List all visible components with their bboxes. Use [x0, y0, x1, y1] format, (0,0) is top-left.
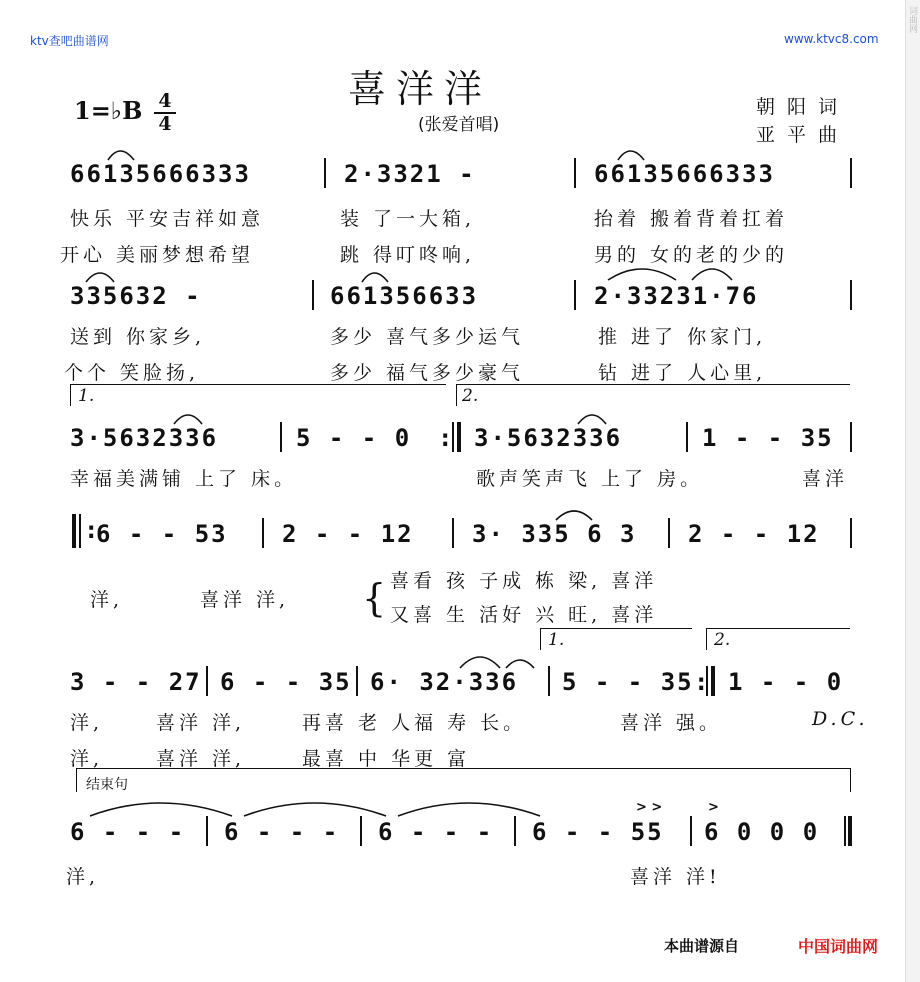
row4-lyric2: 又喜 生 活好 兴 旺, 喜洋 — [390, 604, 658, 626]
volta-4-label: 2. — [714, 630, 731, 650]
row3-measure1-notes: 3·5632336 — [70, 424, 219, 452]
row1-lyric2-a: 开心 美丽梦想希望 — [60, 244, 255, 266]
row1-lyric2-c: 男的 女的老的少的 — [594, 244, 789, 266]
row1-lyric1-c: 抬着 搬着背着扛着 — [594, 208, 789, 230]
dc-marking: D.C. — [812, 708, 869, 730]
key-signature: 1=♭B — [74, 96, 143, 125]
row6-measure5-notes: 6 0 0 0 — [704, 818, 820, 846]
song-title: 喜洋洋 — [348, 67, 493, 111]
row2-measure1-notes: 335632 - — [70, 282, 202, 310]
row1-measure3-notes: 66135666333 — [594, 160, 775, 188]
row6-measure3-notes: 6 - - - — [378, 818, 494, 846]
row1-measure2-notes: 2·3321 - — [344, 160, 476, 188]
row3-measure3-notes: 3·5632336 — [474, 424, 623, 452]
row1-lyric1-a: 快乐 平安吉祥如意 — [70, 208, 265, 230]
source-label: 本曲谱源自 — [664, 937, 740, 955]
row2-measure2-notes: 661356633 — [330, 282, 479, 310]
song-subtitle: (张爱首唱) — [418, 115, 500, 135]
coda-label: 结束句 — [86, 777, 128, 793]
row4-lyric1: 喜看 孩 子成 栋 梁, 喜洋 — [390, 570, 658, 592]
row5-measure5-notes: 1 - - 0 — [728, 668, 844, 696]
row4-measure4-notes: 2 - - 12 — [688, 520, 820, 548]
row2-lyric1-b: 多少 喜气多少运气 — [330, 326, 525, 348]
time-signature — [154, 92, 176, 134]
time-signature-top: 4 — [158, 90, 172, 112]
source-site-link[interactable]: 中国词曲网 — [798, 937, 879, 956]
row3-measure4-notes: 1 - - 35 — [702, 424, 834, 452]
accent-mark-1: > > — [636, 800, 663, 815]
row5-lyric1-b: 喜洋 洋, — [156, 712, 246, 734]
row4-measure2-notes: 2 - - 12 — [282, 520, 414, 548]
row2-measure3-notes: 2·33231·76 — [594, 282, 759, 310]
row6-measure2-notes: 6 - - - — [224, 818, 340, 846]
site-link-right[interactable]: www.ktvc8.com — [784, 32, 879, 46]
row5-measure1-notes: 3 - - 27 — [70, 668, 202, 696]
row2-lyric1-a: 送到 你家乡, — [70, 326, 206, 348]
row1-measure1-notes: 66135666333 — [70, 160, 251, 188]
row6-measure1-notes: 6 - - - — [70, 818, 186, 846]
row2-lyric2-c: 钻 进了 人心里, — [598, 362, 767, 384]
row6-lyric-b: 喜洋 洋! — [630, 866, 721, 888]
site-link-left[interactable]: ktv查吧曲谱网 — [30, 34, 109, 48]
side-watermark: 词曲网 — [907, 6, 917, 33]
row3-lyric-c: 喜洋 — [802, 468, 849, 490]
composer-credit: 亚平曲 — [756, 124, 850, 146]
row3-lyric-b: 歌声笑声飞 上了 房。 — [476, 468, 704, 490]
side-watermark-strip — [905, 0, 920, 982]
row2-lyric2-b: 多少 福气多少豪气 — [330, 362, 525, 384]
row1-lyric1-b: 装 了一大箱, — [340, 208, 476, 230]
row4-measure1-notes: 6 - - 53 — [96, 520, 228, 548]
row5-measure3-notes: 6· 32·336 — [370, 668, 519, 696]
row6-lyric-a: 洋, — [66, 866, 100, 888]
row5-measure2-notes: 6 - - 35 — [220, 668, 352, 696]
repeat-end-dots: : — [438, 424, 455, 452]
row3-measure2-notes: 5 - - 0 — [296, 424, 412, 452]
row1-lyric2-b: 跳 得叮咚响, — [340, 244, 476, 266]
row5-lyric2-c: 最喜 中 华更 富 — [302, 748, 471, 770]
row4-measure3-notes: 3· 335 6 3 — [472, 520, 637, 548]
row2-lyric2-a: 个个 笑脸扬, — [64, 362, 200, 384]
row2-lyric1-c: 推 进了 你家门, — [598, 326, 767, 348]
row3-lyric-a: 幸福美满铺 上了 床。 — [70, 468, 298, 490]
volta-2-label: 2. — [462, 386, 479, 406]
volta-3-label: 1. — [548, 630, 565, 650]
row5-lyric1-d: 喜洋 强。 — [620, 712, 723, 734]
row5-lyric2-a: 洋, — [70, 748, 104, 770]
accent-mark-2: > — [708, 800, 719, 815]
row6-measure4-notes: 6 - - 55 — [532, 818, 664, 846]
lyricist-credit: 朝阳词 — [756, 96, 850, 118]
row4-lyric-left-a: 洋, — [90, 589, 124, 611]
time-signature-bottom: 4 — [158, 113, 172, 135]
lyric-brace: { — [362, 576, 387, 620]
repeat-end-dots-2: : — [694, 668, 711, 696]
row5-lyric2-b: 喜洋 洋, — [156, 748, 246, 770]
row5-lyric1-a: 洋, — [70, 712, 104, 734]
row5-lyric1-c: 再喜 老 人福 寿 长。 — [302, 712, 527, 734]
row4-lyric-left-b: 喜洋 洋, — [200, 589, 290, 611]
volta-1-label: 1. — [78, 386, 95, 406]
row5-measure4-notes: 5 - - 35 — [562, 668, 694, 696]
repeat-start-dots: : — [84, 516, 101, 544]
